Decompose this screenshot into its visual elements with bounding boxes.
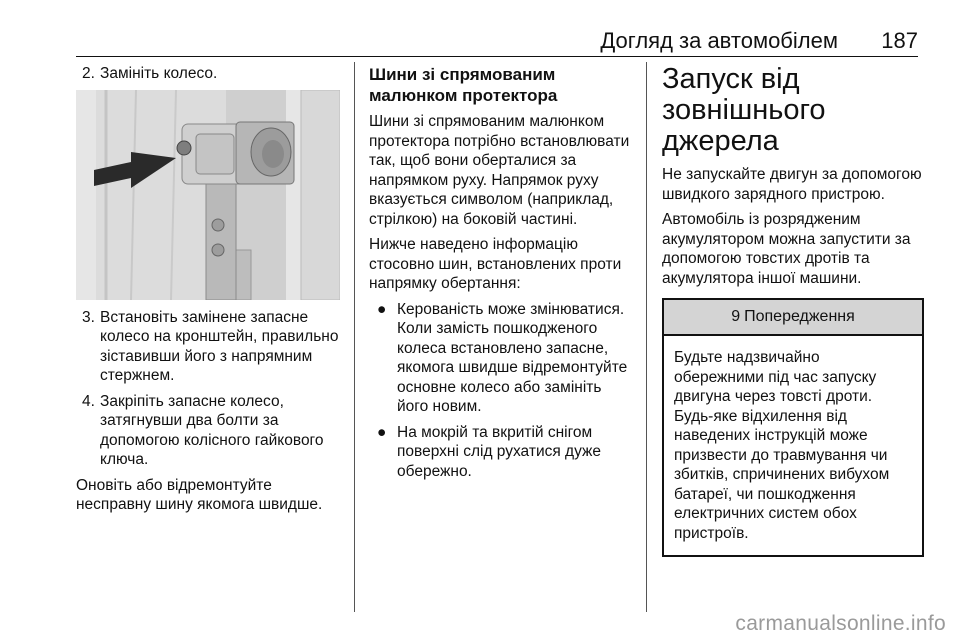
bullet-text: Керованість може змінюватися. Коли замість пошкодженого колеса встановлено запасне, якомога швидше відремонтуйте основне колесо або замініть його новим. [397, 300, 628, 415]
page-header [76, 28, 918, 56]
watermark: carmanualsonline.info [735, 612, 946, 635]
section-heading: Шини зі спрямованим малюнком протектора [369, 65, 558, 105]
warning-title: Попередження [744, 308, 855, 326]
paragraph: Оновіть або відремонтуйте несправну шину якомога швидше. [76, 476, 323, 513]
step-4 [76, 392, 340, 470]
spare-wheel-figure [76, 90, 340, 300]
step-text: Встановіть замінене запасне колесо на кронштейн, правильно зіставивши його з напрямним стержнем. [100, 308, 339, 384]
header-title: Догляд за автомобілем [600, 28, 838, 53]
column-1 [76, 64, 340, 521]
header-rule [76, 56, 918, 57]
step-number: 3. [82, 308, 95, 326]
paragraph: Не запускайте двигун за допомогою швидкого зарядного пристрою. [662, 166, 922, 203]
paragraph: Нижче наведено інформацію стосовно шин, встановлених проти напрямку обертання: [369, 236, 622, 292]
column-divider [354, 62, 355, 612]
bullet-icon: ● [377, 300, 387, 318]
column-3 [662, 64, 924, 557]
step-text: Закріпіть запасне колесо, затягнувши два болти за допомогою колісного гайкового ключа. [100, 392, 324, 468]
column-2 [369, 64, 635, 487]
step-number: 4. [82, 392, 95, 410]
step-3 [76, 308, 340, 386]
column-divider [646, 62, 647, 612]
bullet-icon: ● [377, 423, 387, 441]
warning-body: Будьте надзвичайно обережними під час запуску двигуна через товсті дроти. Будь-яке відхилення від наведених інструкцій може призвести до травмування чи збитків, спричинених вибухом батареї, чи пошкодження електричних систем обох пристроїв. [674, 349, 890, 542]
warning-header [664, 300, 922, 336]
paragraph: Шини зі спрямованим малюнком протектора потрібно встановлювати так, щоб вони оберталися за напрямком руху. Напрямок руху вказується символом (наприклад, стрілкою) на боковій частині. [369, 113, 630, 228]
step-2 [76, 64, 340, 84]
step-text: Замініть колесо. [100, 65, 218, 82]
warning-icon: 9 [731, 308, 741, 326]
section-title: Запуск від зовнішнього джерела [662, 63, 826, 157]
page-number: 187 [881, 28, 918, 53]
bullet-item [369, 423, 635, 482]
paragraph: Автомобіль із розрядженим акумулятором можна запустити за допомогою товстих дротів та акумулятора іншої машини. [662, 211, 911, 287]
spare-wheel-illustration [76, 90, 340, 300]
warning-box [662, 298, 924, 557]
bullet-text: На мокрій та вкритій снігом поверхні слід рухатися дуже обережно. [397, 423, 602, 480]
bullet-item [369, 300, 635, 417]
step-number: 2. [82, 65, 95, 82]
